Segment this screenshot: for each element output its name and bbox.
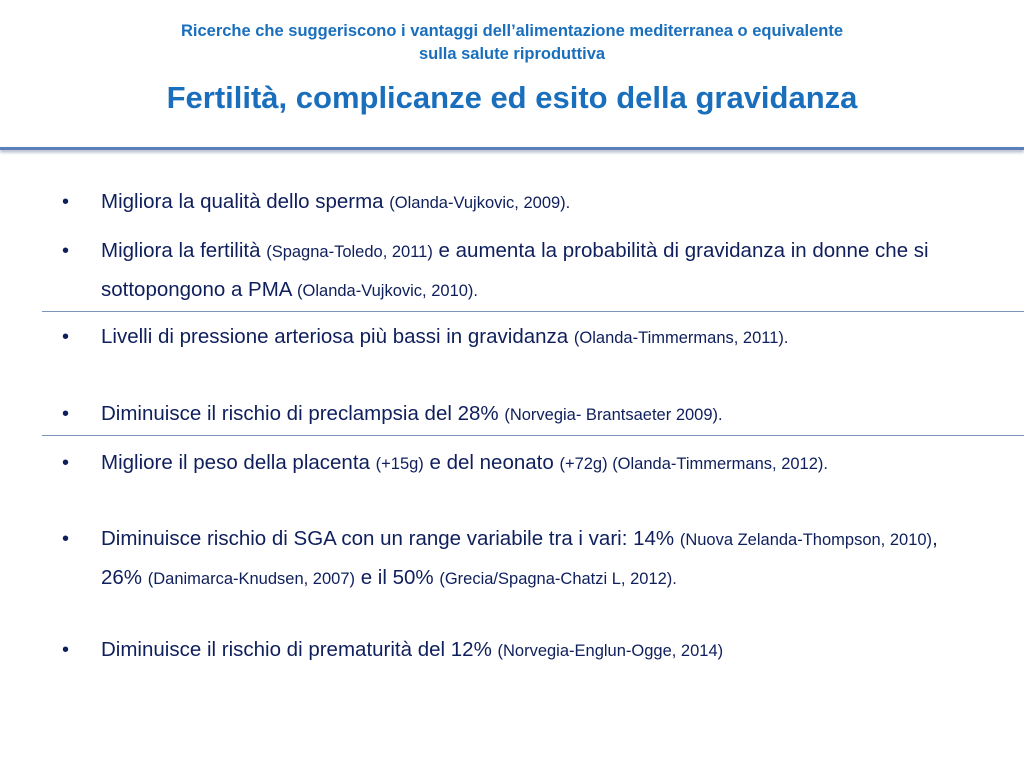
slide-title: Fertilità, complicanze ed esito della gravidanza [166, 80, 858, 115]
bullet-symbol: • [62, 452, 70, 474]
bullet-item-sga-risk [101, 520, 981, 598]
bullet-symbol: • [62, 326, 70, 348]
header-divider [0, 147, 1024, 150]
bullet-text: Diminuisce il rischio di prematurità del 12% [101, 638, 498, 661]
section-divider [42, 435, 1024, 436]
bullet-text: Diminuisce il rischio di preclampsia del 28% [101, 402, 505, 425]
bullet-reference: (Spagna-Toledo, 2011) [266, 243, 433, 261]
bullet-text: e aumenta la probabilità di gravidanza in donne che si sottopongono a PMA [101, 239, 929, 301]
slide-header [0, 0, 1024, 148]
bullet-item-blood-pressure [101, 318, 981, 357]
bullet-reference: (Olanda-Timmermans, 2011). [573, 329, 789, 347]
bullet-reference: (Olanda-Vujkovic, 2009). [389, 194, 571, 212]
bullet-reference: (+15g) [375, 455, 424, 473]
bullet-reference: (Grecia/Spagna-Chatzi L, 2012). [439, 570, 677, 588]
bullet-text: e del neonato [423, 451, 560, 474]
bullet-reference: (Norvegia- Brantsaeter 2009). [504, 406, 723, 424]
bullet-text: Migliore il peso della placenta [101, 451, 376, 474]
slide-subtitle [0, 20, 1024, 66]
bullet-reference: (Danimarca-Knudsen, 2007) [147, 570, 356, 588]
bullet-text: Livelli di pressione arteriosa più bassi in gravidanza [101, 325, 574, 348]
bullet-item-placenta-weight [101, 444, 981, 483]
bullet-symbol: • [62, 240, 70, 262]
bullet-reference: (Olanda-Vujkovic, 2010). [297, 282, 479, 300]
bullet-symbol: • [62, 639, 70, 661]
subtitle-line-2: sulla salute riproduttiva [418, 45, 606, 63]
bullet-text: Migliora la fertilità [101, 239, 267, 262]
bullet-reference: (Norvegia-Englun-Ogge, 2014) [497, 642, 724, 660]
bullet-text: , 26% [101, 527, 938, 589]
section-divider [42, 311, 1024, 312]
subtitle-line-1: Ricerche che suggeriscono i vantaggi dell’alimentazione mediterranea o equivalente [180, 22, 844, 40]
bullet-text: e il 50% [355, 566, 440, 589]
bullet-item-prematurity [101, 631, 981, 670]
bullet-text: Diminuisce rischio di SGA con un range variabile tra i vari: 14% [101, 527, 680, 550]
bullet-item-fertility [101, 232, 981, 310]
bullet-reference: (+72g) (Olanda-Timmermans, 2012). [559, 455, 828, 473]
bullet-item-preeclampsia [101, 395, 981, 434]
bullet-symbol: • [62, 403, 70, 425]
bullet-item-sperm-quality [101, 183, 981, 222]
bullet-text: Migliora la qualità dello sperma [101, 190, 390, 213]
bullet-symbol: • [62, 191, 70, 213]
bullet-symbol: • [62, 528, 70, 550]
bullet-reference: (Nuova Zelanda-Thompson, 2010) [679, 531, 933, 549]
